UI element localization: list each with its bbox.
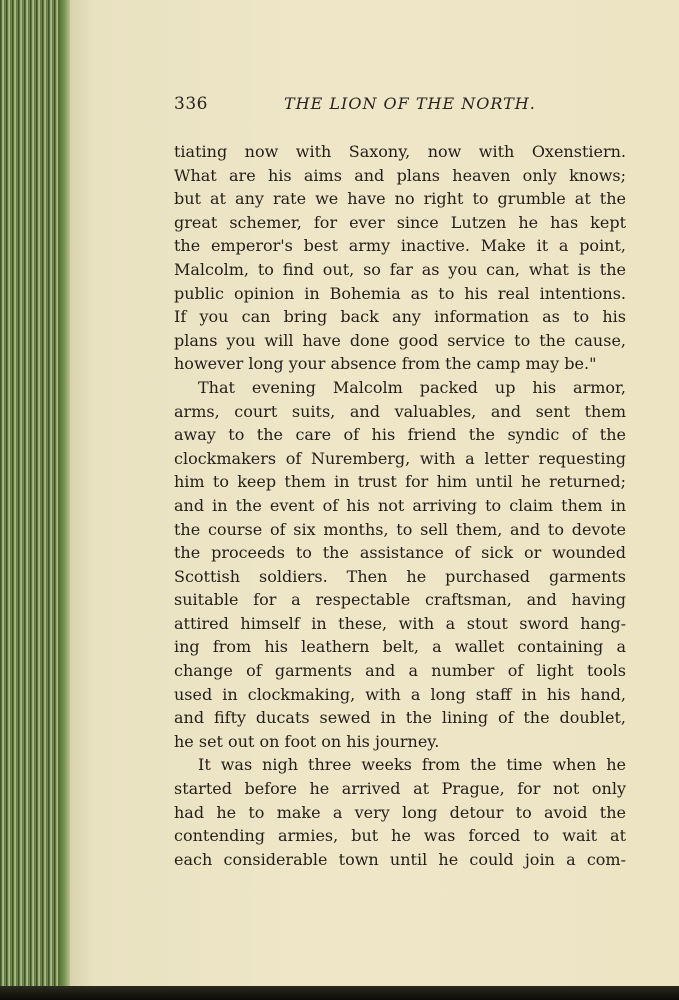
text-line: and in the event of his not arriving to claim them in bbox=[174, 495, 626, 515]
text-line: the proceeds to the assistance of sick or wounded bbox=[174, 543, 626, 563]
running-head: THE LION OF THE NORTH. bbox=[284, 94, 536, 113]
text-line: public opinion in Bohemia as to his real intentions. bbox=[174, 283, 626, 303]
body-text bbox=[174, 140, 626, 871]
text-line: but at any rate we have no right to grumble at the bbox=[174, 189, 626, 209]
text-line: away to the care of his friend the syndic of the bbox=[174, 425, 626, 445]
text-line: suitable for a respectable craftsman, and having bbox=[174, 590, 626, 610]
text-line: the course of six months, to sell them, and to devote bbox=[174, 519, 626, 539]
text-line: change of garments and a number of light tools bbox=[174, 661, 626, 681]
text-line: arms, court suits, and valuables, and sent them bbox=[174, 401, 626, 421]
text-line: If you can bring back any information as to his bbox=[174, 307, 626, 327]
text-line: him to keep them in trust for him until he returned; bbox=[174, 472, 626, 492]
text-line: he set out on foot on his journey. bbox=[174, 731, 440, 751]
text-line: It was nigh three weeks from the time when he bbox=[198, 755, 626, 775]
text-line: however long your absence from the camp may be." bbox=[174, 354, 597, 374]
text-line: used in clockmaking, with a long staff in his hand, bbox=[174, 684, 626, 704]
text-line: attired himself in these, with a stout sword hang- bbox=[174, 613, 626, 633]
text-line: tiating now with Saxony, now with Oxenstiern. bbox=[174, 142, 626, 161]
text-line: ing from his leathern belt, a wallet containing a bbox=[174, 637, 626, 657]
text-line: had he to make a very long detour to avoid the bbox=[174, 802, 626, 822]
page-number: 336 bbox=[174, 94, 208, 114]
text-line: started before he arrived at Prague, for not only bbox=[174, 779, 626, 799]
text-line: Malcolm, to find out, so far as you can, what is the bbox=[174, 259, 626, 279]
text-line: and fifty ducats sewed in the lining of the doublet, bbox=[174, 708, 626, 728]
text-line: What are his aims and plans heaven only knows; bbox=[174, 165, 626, 185]
text-line: clockmakers of Nuremberg, with a letter requesting bbox=[174, 448, 626, 468]
text-line: great schemer, for ever since Lutzen he has kept bbox=[174, 212, 626, 232]
text-line: That evening Malcolm packed up his armor, bbox=[198, 377, 626, 397]
text-line: the emperor's best army inactive. Make it a point, bbox=[174, 236, 626, 256]
text-line: contending armies, but he was forced to wait at bbox=[174, 826, 626, 846]
text-line: plans you will have done good service to the cause, bbox=[174, 330, 626, 350]
text-line: each considerable town until he could join a com- bbox=[174, 849, 626, 869]
text-line: Scottish soldiers. Then he purchased garments bbox=[174, 566, 626, 586]
page-header bbox=[174, 94, 626, 120]
bottom-edge bbox=[0, 986, 679, 1000]
